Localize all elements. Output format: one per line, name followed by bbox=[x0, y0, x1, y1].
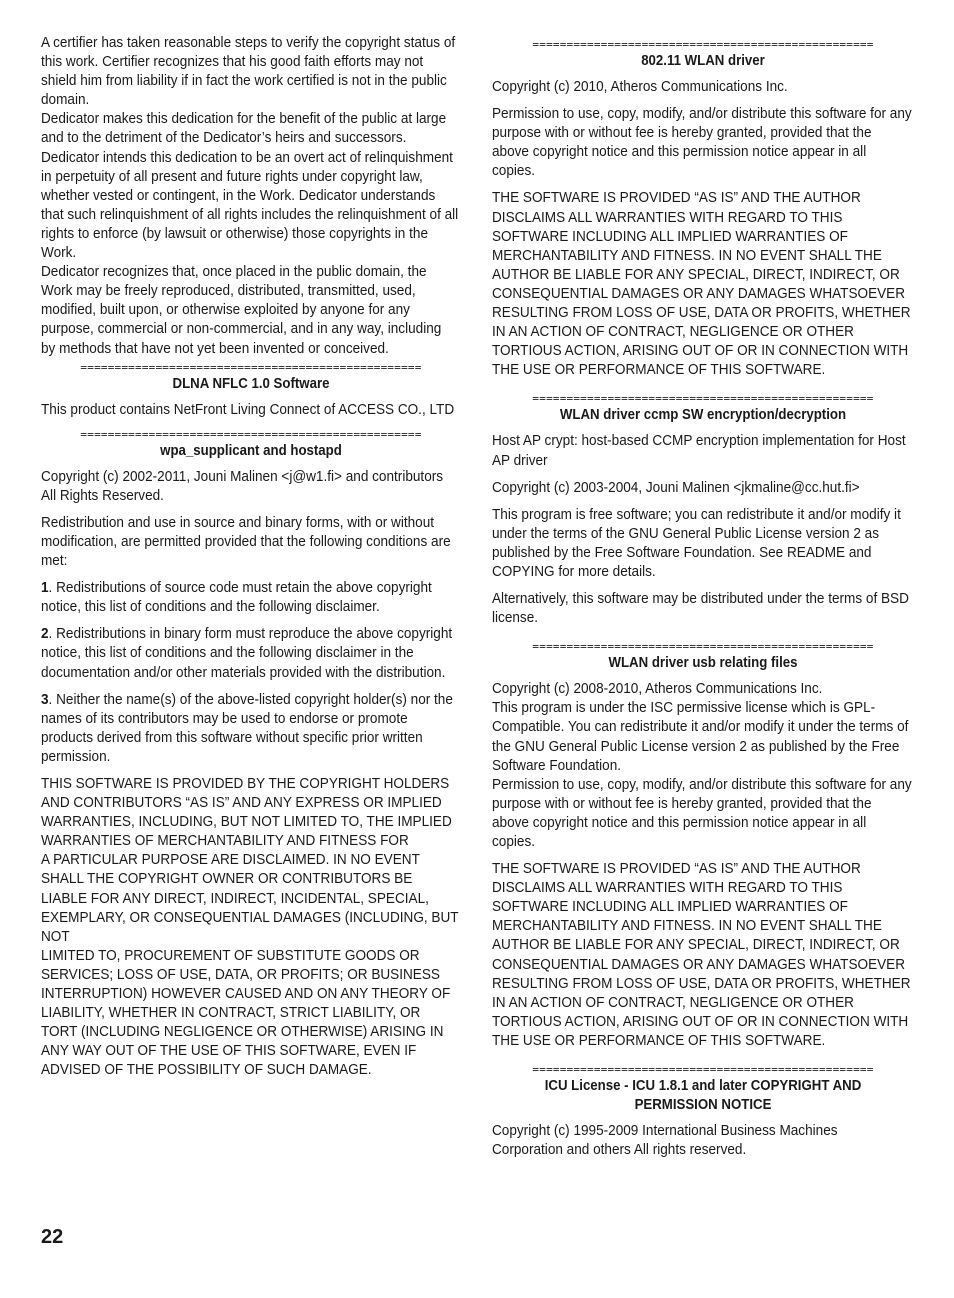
disclaimer-part-1: THIS SOFTWARE IS PROVIDED BY THE COPYRIGHT HOLDERS AND CONTRIBUTORS “AS IS” AND ANY EXPRESS OR IMPLIED WARRANTIES, INCLUDING, BUT NOT LIMITED TO, THE IMPLIED WARRANTIES OF MERCHANTABILITY AND FITNESS FOR bbox=[41, 776, 452, 850]
page-number: 22 bbox=[41, 1226, 64, 1248]
section-title-ccmp: WLAN driver ccmp SW encryption/decryption bbox=[559, 407, 847, 424]
condition-text: . Redistributions of source code must retain the above copyright notice, this list of conditions and the following disclaimer. bbox=[41, 580, 432, 616]
certifier-paragraph: A certifier has taken reasonable steps to verify the copyright status of this work. Certifier recognizes that his good faith efforts may not shield him from liability if in fact the work certified is not in the public domain. bbox=[41, 35, 456, 109]
ccmp-gpl: This program is free software; you can redistribute it and/or modify it under the terms of the GNU General Public License version 2 as published by the Free Software Foundation. See README and COPYING for more details. bbox=[492, 506, 901, 580]
condition-number: 1 bbox=[41, 580, 49, 597]
wpa-copyright: Copyright (c) 2002-2011, Jouni Malinen <j@w1.fi> and contributors All Rights Reserved. bbox=[41, 468, 444, 504]
condition-number: 2 bbox=[41, 626, 49, 643]
dedication-paragraph: Dedicator makes this dedication for the benefit of the public at large and to the detriment of the Dedicator’s heirs and successors. Dedicator intends this dedication to be an overt act of relinquishment in perpetuity of all present and future rights under copyright law, whether vested or contingent, in the Work. Dedicator understands that such relinquishment of all rights includes the relinquishment of all rights to enforce (by lawsuit or otherwise) those copyrights in the Work. bbox=[41, 111, 459, 262]
usb-isc: This program is under the ISC permissive license which is GPL-Compatible. You can redistribute it and/or modify it under the terms of the GNU General Public License version 2 as published by the Free Software Foundation. bbox=[492, 700, 909, 774]
dlna-paragraph: This product contains NetFront Living Connect of ACCESS CO., LTD bbox=[41, 401, 455, 418]
section-title-wlan: 802.11 WLAN driver bbox=[641, 53, 765, 69]
section-title-usb: WLAN driver usb relating files bbox=[608, 655, 798, 672]
section-separator: ================================================== bbox=[532, 1063, 874, 1077]
condition-text: . Redistributions in binary form must reproduce the above copyright notice, this list of conditions and the following disclaimer in the documentation and/or other materials provided with the distribution. bbox=[41, 626, 453, 681]
ccmp-copyright: Copyright (c) 2003-2004, Jouni Malinen <jkmaline@cc.hut.fi> bbox=[492, 479, 860, 496]
section-separator: ================================================== bbox=[532, 38, 874, 51]
public-domain-paragraph: Dedicator recognizes that, once placed in the public domain, the Work may be freely reproduced, distributed, transmitted, used, modified, built upon, or otherwise exploited by anyone for any purpose, commercial or non-commercial, and in any way, including by methods that have not yet been invented or conceived. bbox=[41, 264, 442, 357]
condition-2 bbox=[41, 625, 459, 682]
condition-3 bbox=[41, 691, 459, 767]
section-title-dlna: DLNA NFLC 1.0 Software bbox=[172, 375, 330, 392]
disclaimer-part-3: LIMITED TO, PROCUREMENT OF SUBSTITUTE GOODS OR SERVICES; LOSS OF USE, DATA, OR PROFITS; OR BUSINESS INTERRUPTION) HOWEVER CAUSED AND ON ANY THEORY OF LIABILITY, WHETHER IN CONTRACT, STRICT LIABILITY, OR TORT (INCLUDING NEGLIGENCE OR OTHERWISE) ARISING IN ANY WAY OUT OF THE USE OF THIS SOFTWARE, EVEN IF ADVISED OF THE POSSIBILITY OF SUCH DAMAGE. bbox=[41, 947, 451, 1079]
icu-copyright: Copyright (c) 1995-2009 International Business Machines Corporation and others All rights reserved. bbox=[492, 1123, 838, 1159]
ccmp-description: Host AP crypt: host-based CCMP encryption implementation for Host AP driver bbox=[492, 433, 906, 469]
condition-1 bbox=[41, 579, 459, 617]
condition-number: 3 bbox=[41, 691, 49, 708]
ccmp-bsd: Alternatively, this software may be distributed under the terms of BSD license. bbox=[492, 591, 909, 627]
wlan-disclaimer: THE SOFTWARE IS PROVIDED “AS IS” AND THE AUTHOR DISCLAIMS ALL WARRANTIES WITH REGARD TO THIS SOFTWARE INCLUDING ALL IMPLIED WARRANTIES OF MERCHANTABILITY AND FITNESS. IN NO EVENT SHALL THE AUTHOR BE LIABLE FOR ANY SPECIAL, DIRECT, INDIRECT, OR CONSEQUENTIAL DAMAGES OR ANY DAMAGES WHATSOEVER RESULTING FROM LOSS OF USE, DATA OR PROFITS, WHETHER IN AN ACTION OF CONTRACT, NEGLIGENCE OR OTHER TORTIOUS ACTION, ARISING OUT OF OR IN CONNECTION WITH THE USE OR PERFORMANCE OF THIS SOFTWARE. bbox=[492, 190, 911, 379]
left-column bbox=[41, 34, 461, 1081]
wlan-permission: Permission to use, copy, modify, and/or distribute this software for any purpose with or without fee is hereby granted, provided that the above copyright notice and this permission notice appear in all copies. bbox=[492, 106, 912, 180]
condition-text: . Neither the name(s) of the above-listed copyright holder(s) nor the names of its contributors may be used to endorse or promote products derived from this software without specific prior written permission. bbox=[41, 691, 453, 765]
usb-permission: Permission to use, copy, modify, and/or distribute this software for any purpose with or without fee is hereby granted, provided that the above copyright notice and this permission notice appear in all copies. bbox=[492, 776, 912, 850]
usb-disclaimer: THE SOFTWARE IS PROVIDED “AS IS” AND THE AUTHOR DISCLAIMS ALL WARRANTIES WITH REGARD TO THIS SOFTWARE INCLUDING ALL IMPLIED WARRANTIES OF MERCHANTABILITY AND FITNESS. IN NO EVENT SHALL THE AUTHOR BE LIABLE FOR ANY SPECIAL, DIRECT, INDIRECT, OR CONSEQUENTIAL DAMAGES OR ANY DAMAGES WHATSOEVER RESULTING FROM LOSS OF USE, DATA OR PROFITS, WHETHER IN AN ACTION OF CONTRACT, NEGLIGENCE OR OTHER TORTIOUS ACTION, ARISING OUT OF OR IN CONNECTION WITH THE USE OR PERFORMANCE OF THIS SOFTWARE. bbox=[492, 861, 911, 1049]
section-separator: ================================================== bbox=[532, 392, 874, 406]
disclaimer-part-2: A PARTICULAR PURPOSE ARE DISCLAIMED. IN NO EVENT SHALL THE COPYRIGHT OWNER OR CONTRIBUTORS BE LIABLE FOR ANY DIRECT, INDIRECT, INCIDENTAL, SPECIAL, EXEMPLARY, OR CONSEQUENTIAL DAMAGES (INCLUDING, BUT NOT bbox=[41, 852, 459, 945]
section-separator: ================================================== bbox=[532, 640, 874, 654]
usb-copyright: Copyright (c) 2008-2010, Atheros Communications Inc. bbox=[492, 681, 823, 698]
wpa-redistribution: Redistribution and use in source and binary forms, with or without modification, are permitted provided that the following conditions are met: bbox=[41, 514, 451, 570]
section-separator: ================================================== bbox=[80, 427, 422, 441]
section-separator: ================================================== bbox=[80, 360, 422, 374]
wlan-copyright: Copyright (c) 2010, Atheros Communications Inc. bbox=[492, 79, 788, 95]
right-column bbox=[492, 34, 914, 1168]
section-title-wpa: wpa_supplicant and hostapd bbox=[160, 442, 342, 459]
section-title-icu: ICU License - ICU 1.8.1 and later COPYRIGHT AND PERMISSION NOTICE bbox=[544, 1078, 862, 1114]
